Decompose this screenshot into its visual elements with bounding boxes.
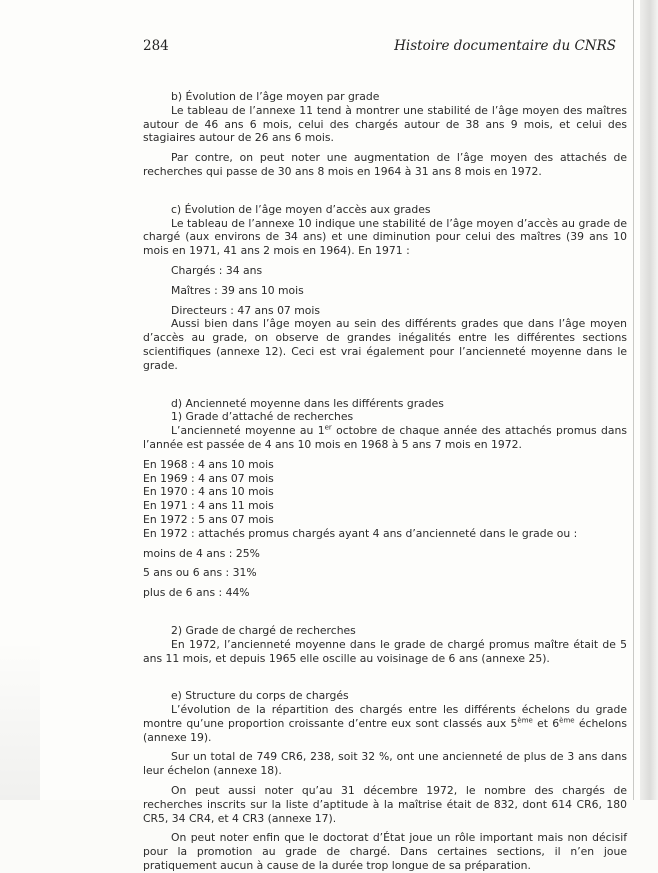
page-edge-line — [633, 0, 634, 800]
section-c-heading: c) Évolution de l’âge moyen d’accès aux grades — [171, 202, 431, 216]
year-row-1972-promus: En 1972 : attachés promus chargés ayant 4 ans d’ancienneté dans le grade ou : — [143, 526, 578, 540]
section-d-paragraph-2: En 1972, l’ancienneté moyenne dans le grade de chargé promus maître était de 5 ans 11 mois, et depuis 1965 elle oscille au voisinage de 6 ans (annexe 25). — [143, 637, 627, 665]
ordinal-superscript: er — [324, 423, 332, 432]
page-corner-shadow — [0, 640, 40, 800]
section-b-heading: b) Évolution de l’âge moyen par grade — [171, 90, 380, 103]
section-d-subheading-2: 2) Grade de chargé de recherches — [171, 623, 356, 637]
section-e-paragraph-3: On peut aussi noter qu’au 31 décembre 1972, le nombre des chargés de recherches inscrits sur la liste d’aptitude à la maîtrise était de 832, dont 614 CR6, 180 CR5, 34 CR4, et 4 CR3 (annexe 17). — [143, 784, 627, 825]
section-c-item-1: Chargés : 34 ans — [171, 263, 263, 277]
section-e-paragraph-1-a: L’évolution de la répartition des chargés entre les différents échelons du grade montre qu’une proportion croissante d’entre eux sont classés aux 5 — [143, 703, 627, 730]
section-c-item-2: Maîtres : 39 ans 10 mois — [171, 283, 304, 297]
share-row-2: 5 ans ou 6 ans : 31% — [143, 566, 257, 580]
section-b-paragraph-1: Le tableau de l’annexe 11 tend à montrer une stabilité de l’âge moyen des maîtres autour de 46 ans 6 mois, celui des chargés autour de 38 ans 9 mois, et celui des stagiaires autour de 26 ans 6 mois. — [143, 103, 627, 145]
section-c-item-3: Directeurs : 47 ans 07 mois — [171, 303, 320, 317]
section-b-paragraph-2: Par contre, on peut noter une augmentation de l’âge moyen des attachés de recherches qui passe de 30 ans 8 mois en 1964 à 31 ans 8 mois en 1972. — [143, 151, 627, 178]
year-row-1971: En 1971 : 4 ans 11 mois — [143, 499, 274, 513]
section-e-paragraph-2: Sur un total de 749 CR6, 238, soit 32 %, ont une ancienneté de plus de 3 ans dans leur échelon (annexe 18). — [143, 750, 627, 778]
page-edge-shadow — [640, 0, 658, 800]
section-d-paragraph-1 — [143, 424, 627, 452]
share-row-3: plus de 6 ans : 44% — [143, 586, 250, 600]
section-e-heading: e) Structure du corps de chargés — [171, 689, 349, 703]
section-e-paragraph-1 — [143, 703, 627, 744]
year-row-1972: En 1972 : 5 ans 07 mois — [143, 512, 274, 526]
section-d-paragraph-1-b: octobre de chaque année des attachés promus dans l’année est passée de 4 ans 10 mois en 1968 à 5 ans 7 mois en 1972. — [143, 424, 627, 451]
section-d-subheading-1: 1) Grade d’attaché de recherches — [171, 410, 354, 424]
section-d-paragraph-1-a: L’ancienneté moyenne au 1 — [171, 424, 325, 438]
section-e-paragraph-1-b: et 6 — [532, 716, 560, 730]
section-c-paragraph-2: Aussi bien dans l’âge moyen au sein des différents grades que dans l’âge moyen d’accès au grade, on observe de grandes inégalités entre les différentes sections scientifiques (annexe 12). Ceci est vrai également pour l’ancienneté moyenne dans le grade. — [143, 317, 627, 372]
page-number: 284 — [143, 38, 169, 54]
year-row-1969: En 1969 : 4 ans 07 mois — [143, 471, 274, 485]
section-e-paragraph-4: On peut noter enfin que le doctorat d’État joue un rôle important mais non décisif pour la promotion au grade de chargé. Dans certaines sections, il n’en joue pratiquement aucun à cause de la durée trop longue de sa préparation. — [143, 831, 627, 873]
superscript-6: ème — [559, 716, 575, 725]
section-e-paragraph-1-c: échelons (annexe 19). — [143, 716, 628, 744]
page-body — [143, 90, 627, 873]
superscript-5: ème — [517, 716, 533, 725]
year-row-1968: En 1968 : 4 ans 10 mois — [143, 457, 274, 471]
section-d-heading: d) Ancienneté moyenne dans les différents grades — [171, 396, 444, 410]
year-row-1970: En 1970 : 4 ans 10 mois — [143, 485, 274, 499]
running-title: Histoire documentaire du CNRS — [394, 38, 616, 54]
share-row-1: moins de 4 ans : 25% — [143, 546, 260, 560]
section-c-paragraph-1: Le tableau de l’annexe 10 indique une stabilité de l’âge moyen d’accès au grade de chargé (aux environs de 34 ans) et une diminution pour celui des maîtres (39 ans 10 mois en 1971, 41 ans 2 mois en 1964). En 1971 : — [143, 216, 627, 258]
